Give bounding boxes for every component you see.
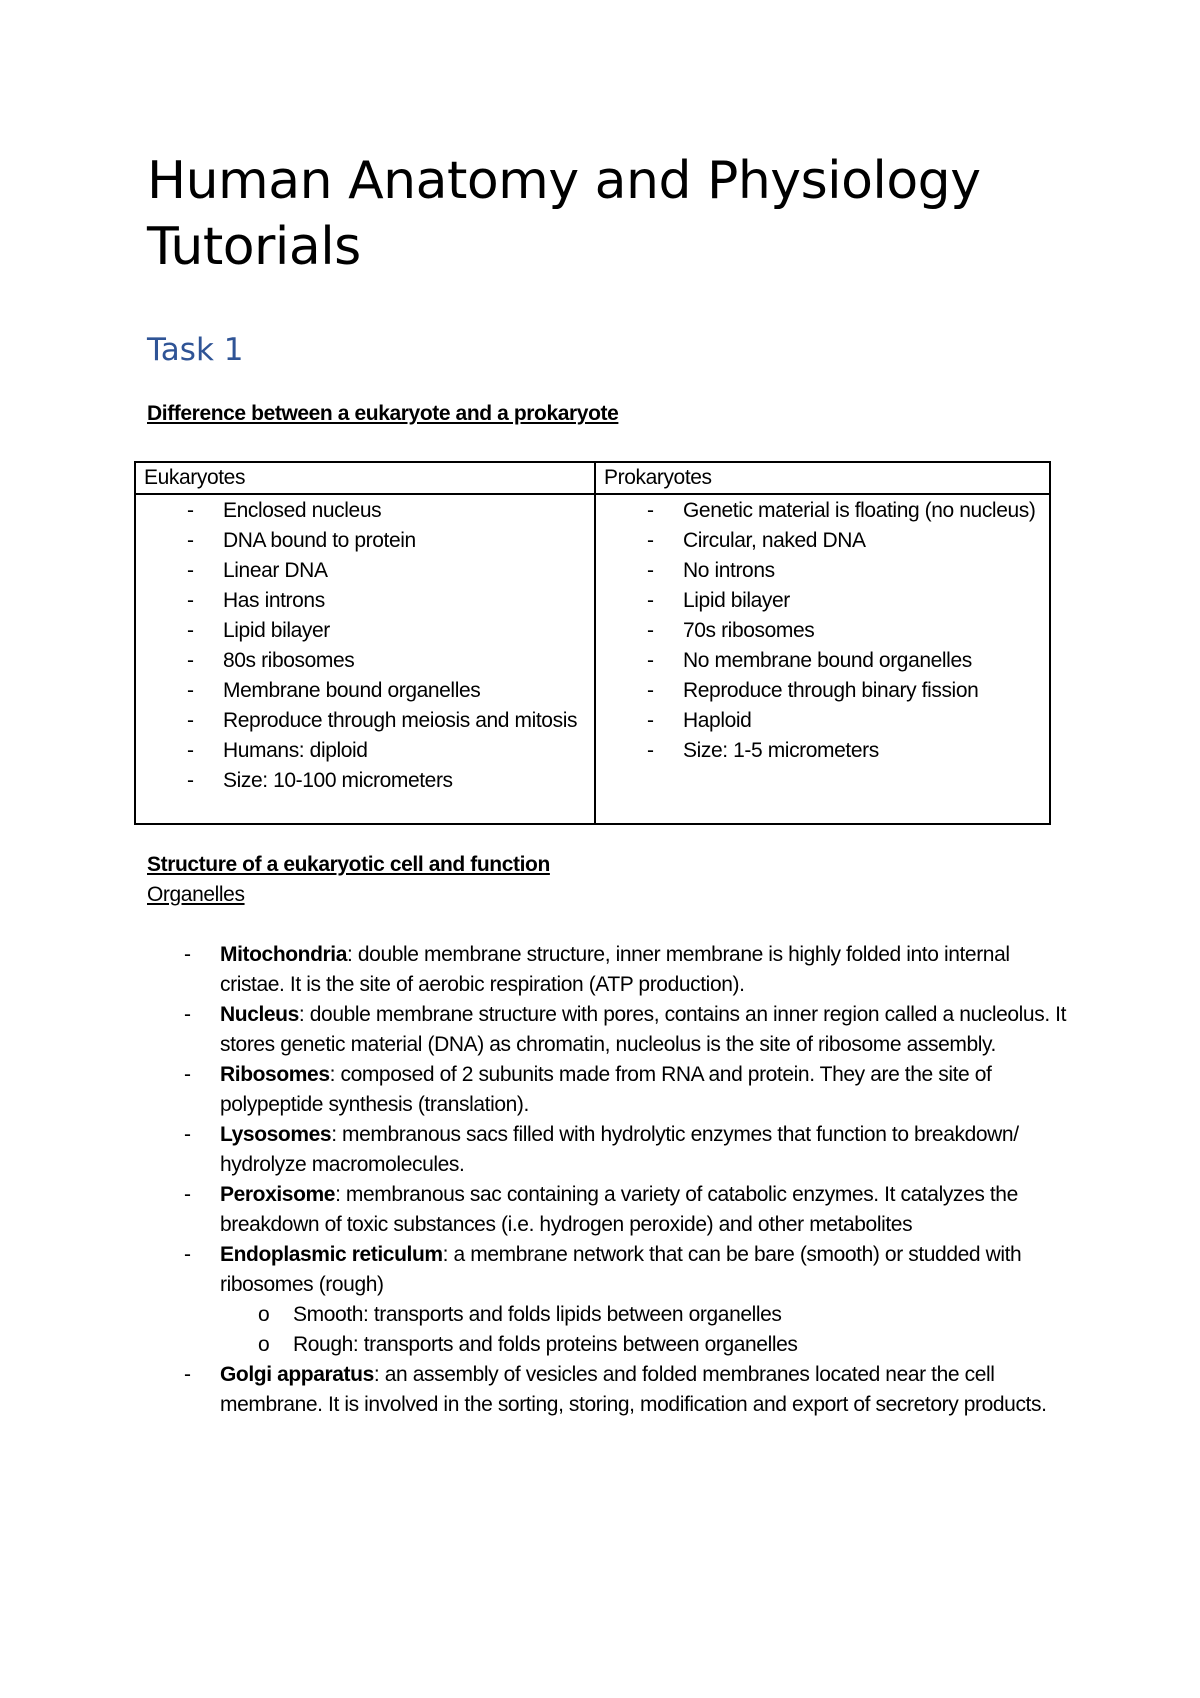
section-heading-difference: Difference between a eukaryote and a prokaryote: [147, 402, 619, 425]
organelle-term: Mitochondria: [220, 943, 348, 966]
organelle-description: : composed of 2 subunits made from RNA and protein. They are the site of polypeptide synthesis (translation).: [220, 1063, 992, 1116]
organelles-section: [147, 940, 1077, 1420]
section-heading-structure: Structure of a eukaryotic cell and function: [147, 853, 550, 876]
list-item: [147, 1060, 1077, 1120]
list-item: - Circular, naked DNA: [604, 526, 1041, 556]
organelle-term: Nucleus: [220, 1003, 299, 1026]
organelle-description: : double membrane structure with pores, contains an inner region called a nucleolus. It stores genetic material (DNA) as chromatin, nucleolus is the site of ribosome assembly.: [220, 1003, 1067, 1056]
circle-bullet-icon: o: [258, 1333, 270, 1356]
organelle-term: Endoplasmic reticulum: [220, 1243, 443, 1266]
list-item: - Size: 10-100 micrometers: [144, 766, 586, 796]
task-heading: Task 1: [147, 332, 244, 368]
list-item: - Linear DNA: [144, 556, 586, 586]
organelles-list: [147, 940, 1077, 1420]
organelles-heading: Organelles: [147, 883, 245, 906]
list-item: - No membrane bound organelles: [604, 646, 1041, 676]
list-item: - Enclosed nucleus: [144, 496, 586, 526]
table-header-row: [135, 462, 1050, 494]
list-item: - Haploid: [604, 706, 1041, 736]
list-item: [147, 1180, 1077, 1240]
list-item: - Reproduce through meiosis and mitosis: [144, 706, 586, 736]
list-item: [147, 1000, 1077, 1060]
list-item: - Reproduce through binary fission: [604, 676, 1041, 706]
list-item: - Humans: diploid: [144, 736, 586, 766]
list-item: [147, 1360, 1077, 1420]
organelle-term: Golgi apparatus: [220, 1363, 374, 1386]
list-item: [147, 940, 1077, 1000]
er-subitem-text: Rough: transports and folds proteins between organelles: [293, 1333, 798, 1356]
organelle-term: Ribosomes: [220, 1063, 330, 1086]
eukaryotes-cell: [135, 494, 595, 824]
list-item: - Lipid bilayer: [144, 616, 586, 646]
list-item: [147, 1240, 1077, 1360]
list-item: - Genetic material is floating (no nucleus): [604, 496, 1041, 526]
prokaryotes-cell: [595, 494, 1050, 824]
list-item: - DNA bound to protein: [144, 526, 586, 556]
organelle-term: Lysosomes: [220, 1123, 332, 1146]
list-item: - Membrane bound organelles: [144, 676, 586, 706]
table-row: [135, 494, 1050, 824]
list-item: [220, 1330, 1077, 1360]
list-item: - Has introns: [144, 586, 586, 616]
er-subitem-text: Smooth: transports and folds lipids between organelles: [293, 1303, 782, 1326]
organelle-description: : double membrane structure, inner membrane is highly folded into internal cristae. It is the site of aerobic respiration (ATP production).: [220, 943, 1010, 996]
organelle-description: : an assembly of vesicles and folded membranes located near the cell membrane. It is involved in the sorting, storing, modification and export of secretory products.: [220, 1363, 1047, 1416]
table-header-eukaryotes: Eukaryotes: [135, 462, 595, 494]
list-item: - No introns: [604, 556, 1041, 586]
eukaryotes-list: [144, 496, 586, 796]
list-item: - 80s ribosomes: [144, 646, 586, 676]
table-header-prokaryotes: Prokaryotes: [595, 462, 1050, 494]
er-subitems-list: [220, 1300, 1077, 1360]
prokaryotes-list: [604, 496, 1041, 766]
list-item: [220, 1300, 1077, 1330]
document-title: Human Anatomy and Physiology Tutorials: [147, 151, 981, 277]
circle-bullet-icon: o: [258, 1303, 270, 1326]
organelle-description: : a membrane network that can be bare (smooth) or studded with ribosomes (rough): [220, 1243, 1022, 1296]
list-item: - Lipid bilayer: [604, 586, 1041, 616]
organelle-description: : membranous sacs filled with hydrolytic enzymes that function to breakdown/ hydrolyze macromolecules.: [220, 1123, 1019, 1176]
organelle-description: : membranous sac containing a variety of catabolic enzymes. It catalyzes the breakdown of toxic substances (i.e. hydrogen peroxide) and other metabolites: [220, 1183, 1018, 1236]
list-item: - Size: 1-5 micrometers: [604, 736, 1041, 766]
comparison-table: [134, 461, 1051, 825]
organelle-term: Peroxisome: [220, 1183, 336, 1206]
list-item: - 70s ribosomes: [604, 616, 1041, 646]
list-item: [147, 1120, 1077, 1180]
